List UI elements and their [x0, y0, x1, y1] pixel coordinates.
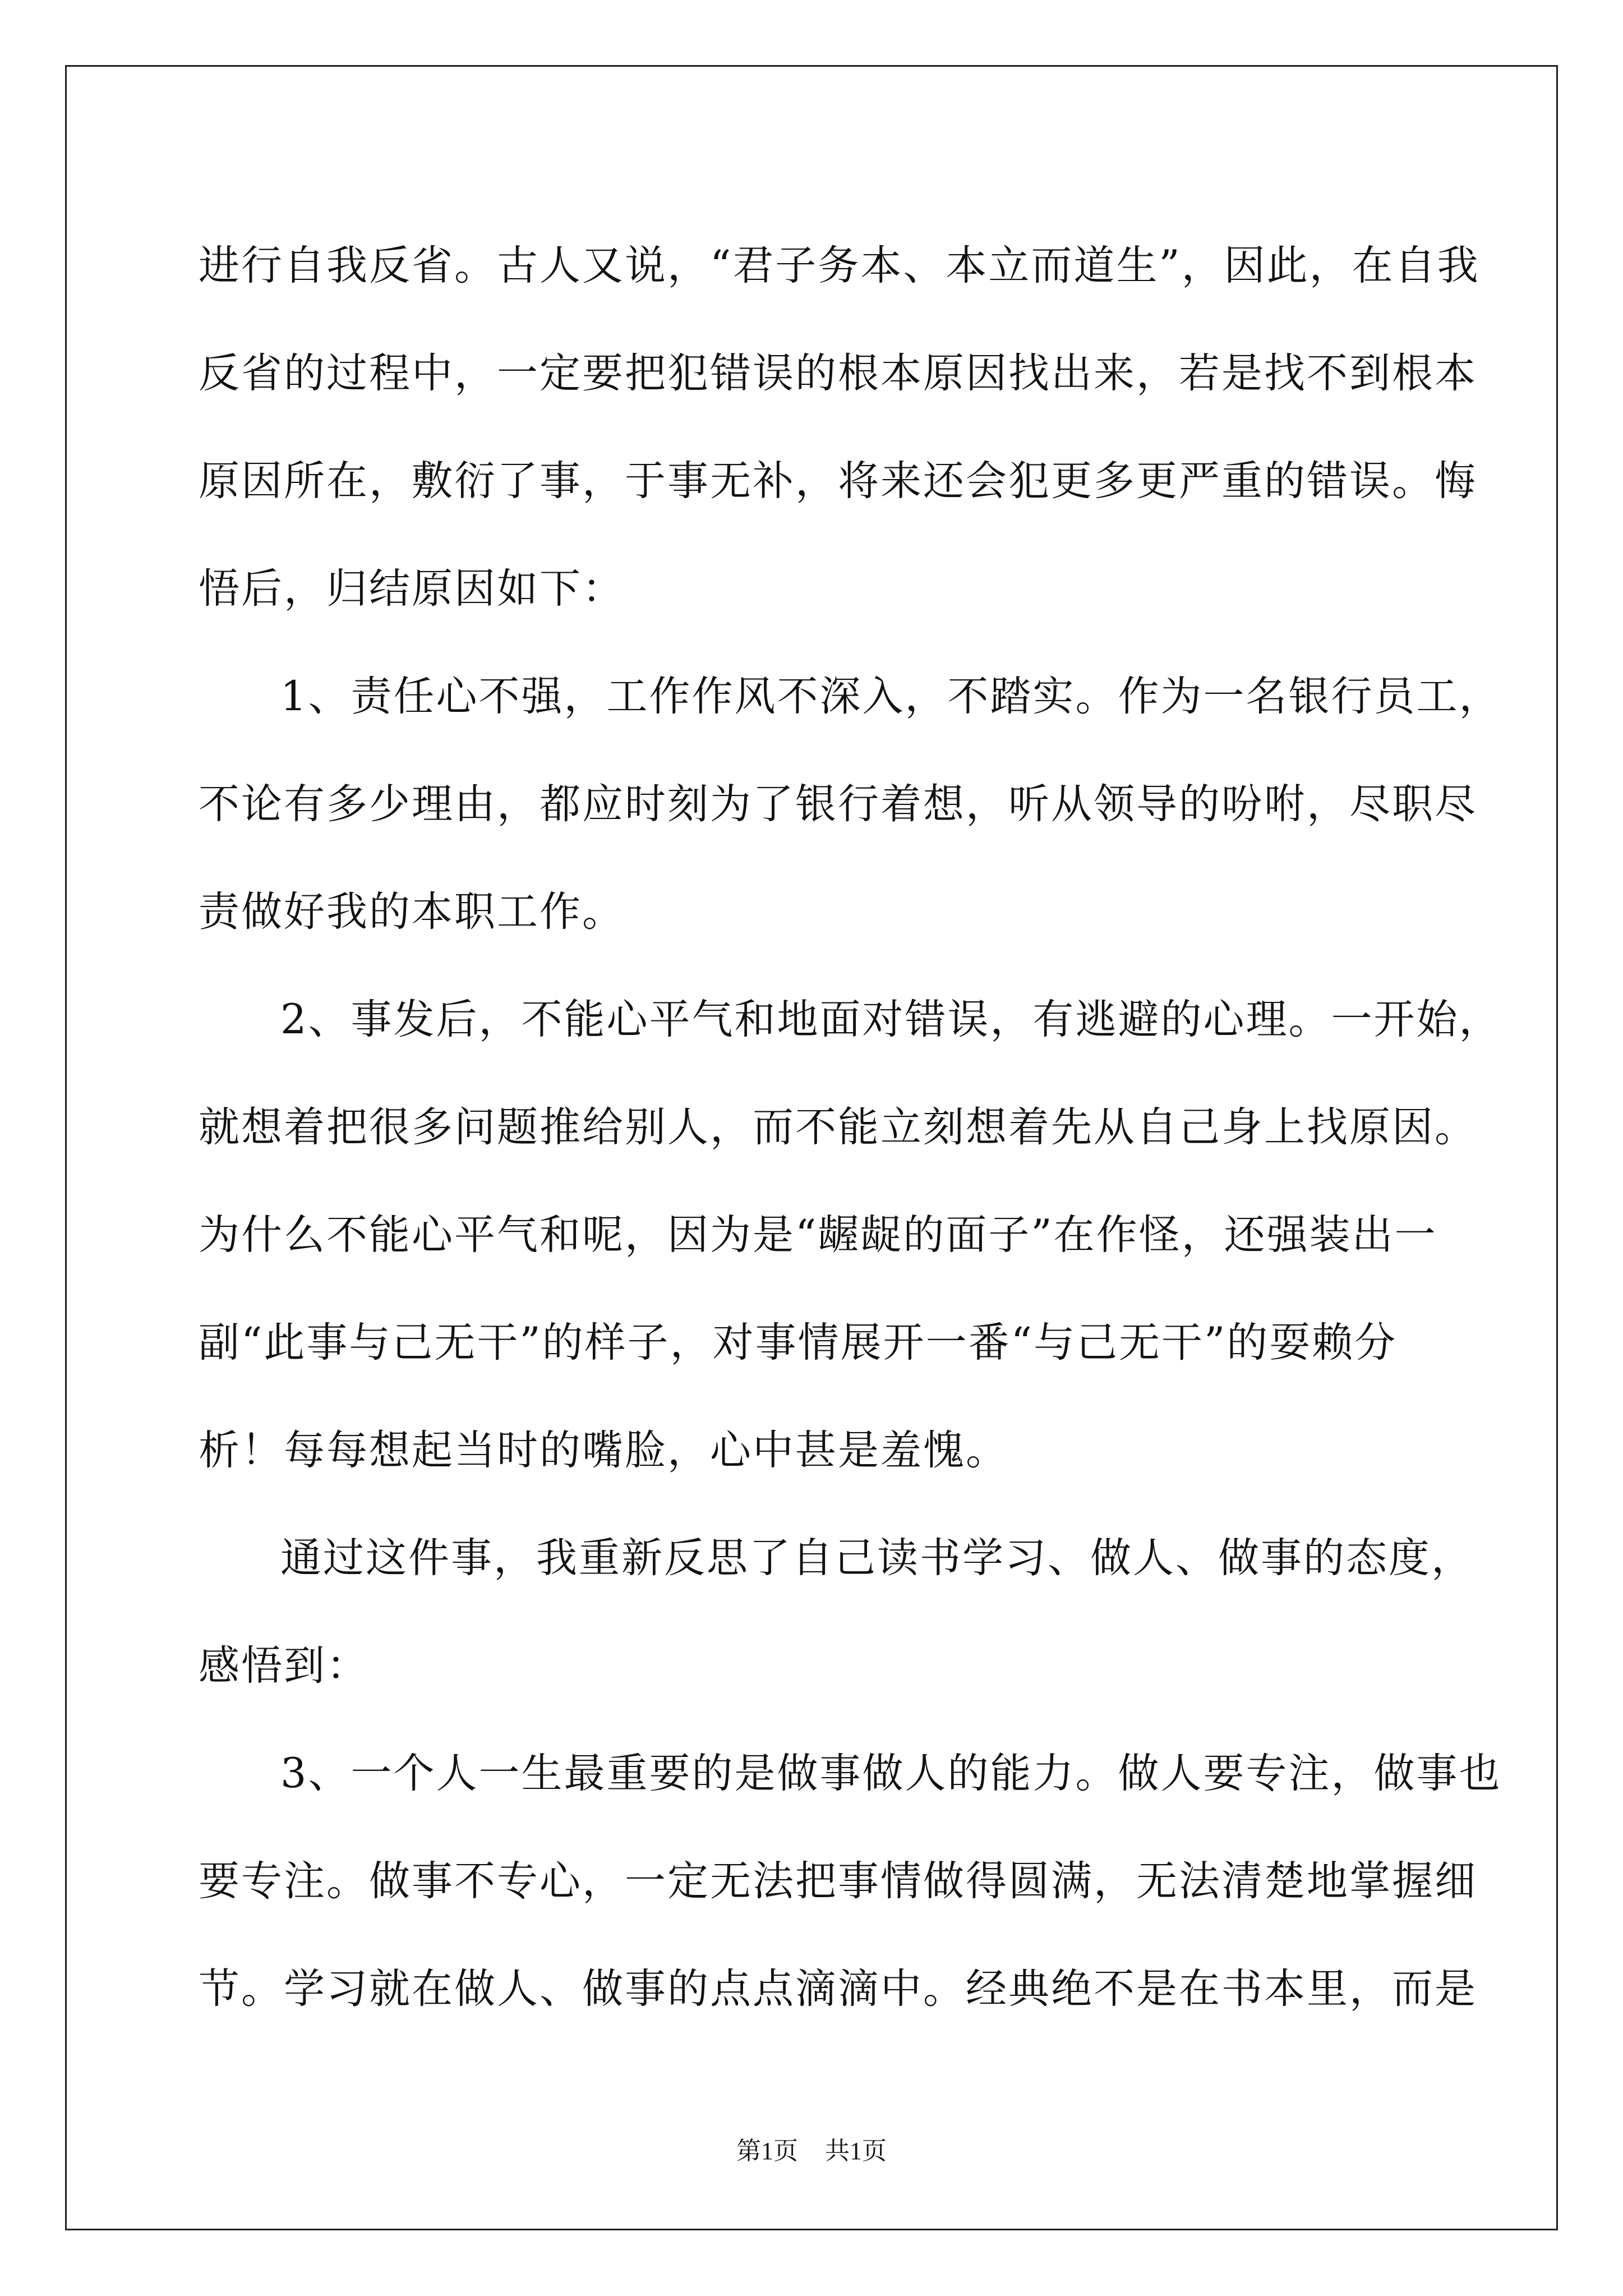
- text-line-14: 感悟到：: [199, 1642, 369, 1690]
- text-line-11: 副“此事与己无干”的样子，对事情展开一番“与己无干”的耍赖分: [199, 1319, 1398, 1366]
- text-line-3: 原因所在，敷衍了事，于事无补，将来还会犯更多更严重的错误。悔: [199, 457, 1477, 505]
- text-line-16: 要专注。做事不专心，一定无法把事情做得圆满，无法清楚地掌握细: [199, 1857, 1477, 1905]
- text-line-17: 节。学习就在做人、做事的点点滴滴中。经典绝不是在书本里，而是: [199, 1965, 1477, 2013]
- text-line-2: 反省的过程中，一定要把犯错误的根本原因找出来，若是找不到根本: [199, 349, 1477, 397]
- text-line-6: 不论有多少理由，都应时刻为了银行着想，听从领导的吩咐，尽职尽: [199, 780, 1477, 828]
- text-line-1: 进行自我反省。古人又说，“君子务本、本立而道生”，因此，在自我: [199, 242, 1480, 289]
- page-number-current: 第1页: [736, 2137, 798, 2165]
- text-line-5: 1、责任心不强，工作作风不深入，不踏实。作为一名银行员工，: [280, 673, 1502, 720]
- page-footer: [0, 2134, 1623, 2168]
- text-line-15: 3、一个人一生最重要的是做事做人的能力。做人要专注，做事也: [280, 1750, 1502, 1797]
- text-line-10: 为什么不能心平气和呢，因为是“龌龊的面子”在作怪，还强装出一: [199, 1211, 1437, 1259]
- text-line-13: 通过这件事，我重新反思了自己读书学习、做人、做事的态度，: [280, 1534, 1474, 1582]
- page-number-total: 共1页: [825, 2137, 887, 2165]
- document-body: [199, 212, 1502, 2043]
- text-line-4: 悟后，归结原因如下：: [199, 565, 625, 613]
- text-line-8: 2、事发后，不能心平气和地面对错误，有逃避的心理。一开始，: [280, 996, 1502, 1043]
- text-line-12: 析！每每想起当时的嘴脸，心中甚是羞愧。: [199, 1427, 1008, 1474]
- text-line-7: 责做好我的本职工作。: [199, 888, 625, 936]
- text-line-9: 就想着把很多问题推给别人，而不能立刻想着先从自己身上找原因。: [199, 1103, 1477, 1151]
